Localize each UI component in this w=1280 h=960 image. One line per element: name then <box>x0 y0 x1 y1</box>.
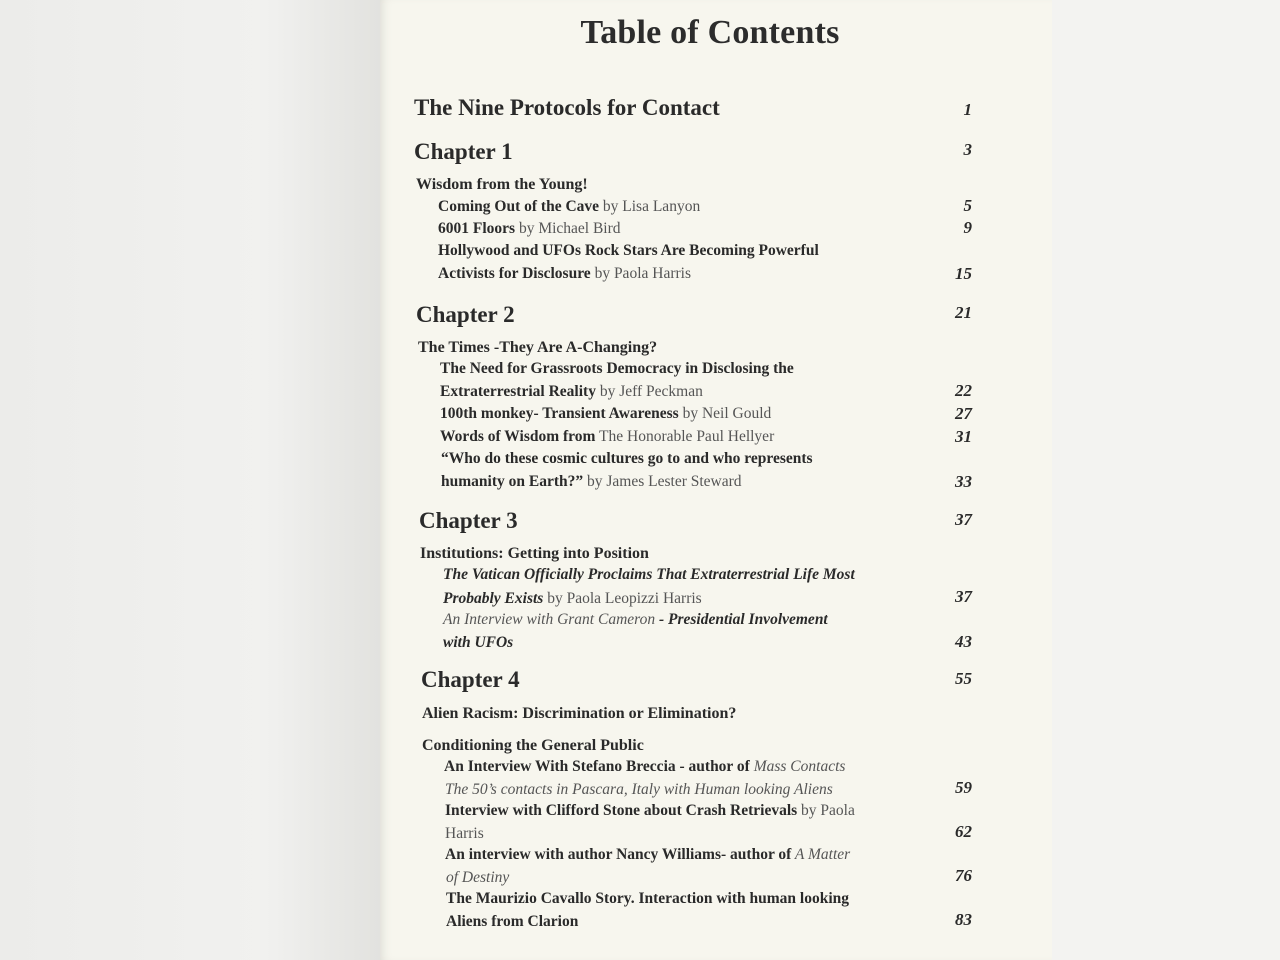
toc-protocols-page: 1 <box>963 100 972 119</box>
entry-title: Probably Exists <box>443 590 544 607</box>
toc-entry <box>438 265 691 283</box>
chapter-4-page: 55 <box>955 669 972 688</box>
entry-author: by Paola Harris <box>590 265 691 282</box>
toc-entry <box>444 758 845 776</box>
entry-title: Words of Wisdom from <box>440 428 596 445</box>
chapter-1-section: Wisdom from the Young! <box>416 176 588 193</box>
entry-title: humanity on Earth?” <box>441 473 584 490</box>
entry-author: by Neil Gould <box>678 405 772 422</box>
entry-page: 15 <box>955 264 972 283</box>
chapter-2-page: 21 <box>955 303 972 322</box>
entry-author: by Paola <box>797 802 855 819</box>
entry-book: A Matter <box>791 846 851 863</box>
toc-entry <box>440 428 774 446</box>
entry-title: The Need for Grassroots Democracy in Disclosing the <box>440 360 794 377</box>
entry-author: by Paola Leopizzi Harris <box>543 590 702 607</box>
entry-subtitle: The 50’s contacts in Pascara, Italy with Human looking Aliens <box>445 781 833 798</box>
entry-page: 37 <box>955 587 972 606</box>
entry-page: 43 <box>955 632 972 651</box>
entry-title: Activists for Disclosure <box>438 265 591 282</box>
entry-title: Coming Out of the Cave <box>438 198 600 215</box>
chapter-1-heading: Chapter 1 <box>414 139 513 164</box>
toc-entry <box>441 473 742 491</box>
entry-author: Harris <box>445 825 484 842</box>
entry-title: 6001 Floors <box>438 220 516 237</box>
entry-intro: An Interview with Grant Cameron <box>443 611 656 628</box>
entry-title: An Interview With Stefano Breccia - author of <box>444 758 750 775</box>
entry-page: 33 <box>955 472 972 491</box>
chapter-2-heading: Chapter 2 <box>416 302 515 327</box>
chapter-3-page: 37 <box>955 510 972 529</box>
entry-page: 27 <box>955 404 972 423</box>
entry-title: with UFOs <box>443 634 514 651</box>
entry-book: of Destiny <box>446 869 510 886</box>
toc-entry <box>445 802 855 820</box>
toc-protocols-title: The Nine Protocols for Contact <box>414 95 720 120</box>
chapter-4-section-2: Conditioning the General Public <box>422 737 644 754</box>
toc-entry <box>445 846 850 864</box>
entry-title: Interview with Clifford Stone about Crash Retrievals <box>445 802 798 819</box>
page-title: Table of Contents <box>580 14 840 51</box>
entry-title: The Maurizio Cavallo Story. Interaction with human looking <box>446 890 850 907</box>
background-right <box>1052 0 1280 960</box>
entry-page: 22 <box>955 381 972 400</box>
toc-entry <box>438 220 621 238</box>
entry-page: 62 <box>955 822 972 841</box>
chapter-2-section: The Times -They Are A-Changing? <box>418 339 658 356</box>
entry-book: Mass Contacts <box>749 758 846 775</box>
entry-title: The Vatican Officially Proclaims That Extraterrestrial Life Most <box>443 566 855 583</box>
toc-entry <box>440 383 703 401</box>
entry-author: by Jeff Peckman <box>595 383 703 400</box>
entry-title: 100th monkey- Transient Awareness <box>440 405 679 422</box>
entry-author: by James Lester Steward <box>583 473 742 490</box>
entry-title: An interview with author Nancy Williams- author of <box>445 846 792 863</box>
entry-title: Extraterrestrial Reality <box>440 383 596 400</box>
entry-page: 59 <box>955 778 972 797</box>
entry-page: 9 <box>963 218 972 237</box>
chapter-3-section: Institutions: Getting into Position <box>420 545 649 562</box>
chapter-3-heading: Chapter 3 <box>419 508 518 533</box>
entry-title: “Who do these cosmic cultures go to and who represents <box>441 450 813 467</box>
entry-author: by Lisa Lanyon <box>599 198 701 215</box>
toc-entry <box>440 405 771 423</box>
chapter-1-page: 3 <box>963 140 972 159</box>
entry-title: Hollywood and UFOs Rock Stars Are Becoming Powerful <box>438 242 819 259</box>
entry-title: - Presidential Involvement <box>655 611 828 628</box>
entry-page: 76 <box>955 866 972 885</box>
entry-page: 83 <box>955 910 972 929</box>
left-page <box>0 0 380 960</box>
entry-author: The Honorable Paul Hellyer <box>595 428 775 445</box>
entry-author: by Michael Bird <box>515 220 621 237</box>
entry-page: 31 <box>955 427 972 446</box>
chapter-4-heading: Chapter 4 <box>421 667 520 692</box>
entry-page: 5 <box>963 196 972 215</box>
toc-entry <box>443 590 702 608</box>
chapter-4-section-1: Alien Racism: Discrimination or Elimination? <box>422 705 737 722</box>
toc-entry <box>438 198 700 216</box>
toc-entry <box>443 611 828 629</box>
entry-title: Aliens from Clarion <box>446 913 579 930</box>
